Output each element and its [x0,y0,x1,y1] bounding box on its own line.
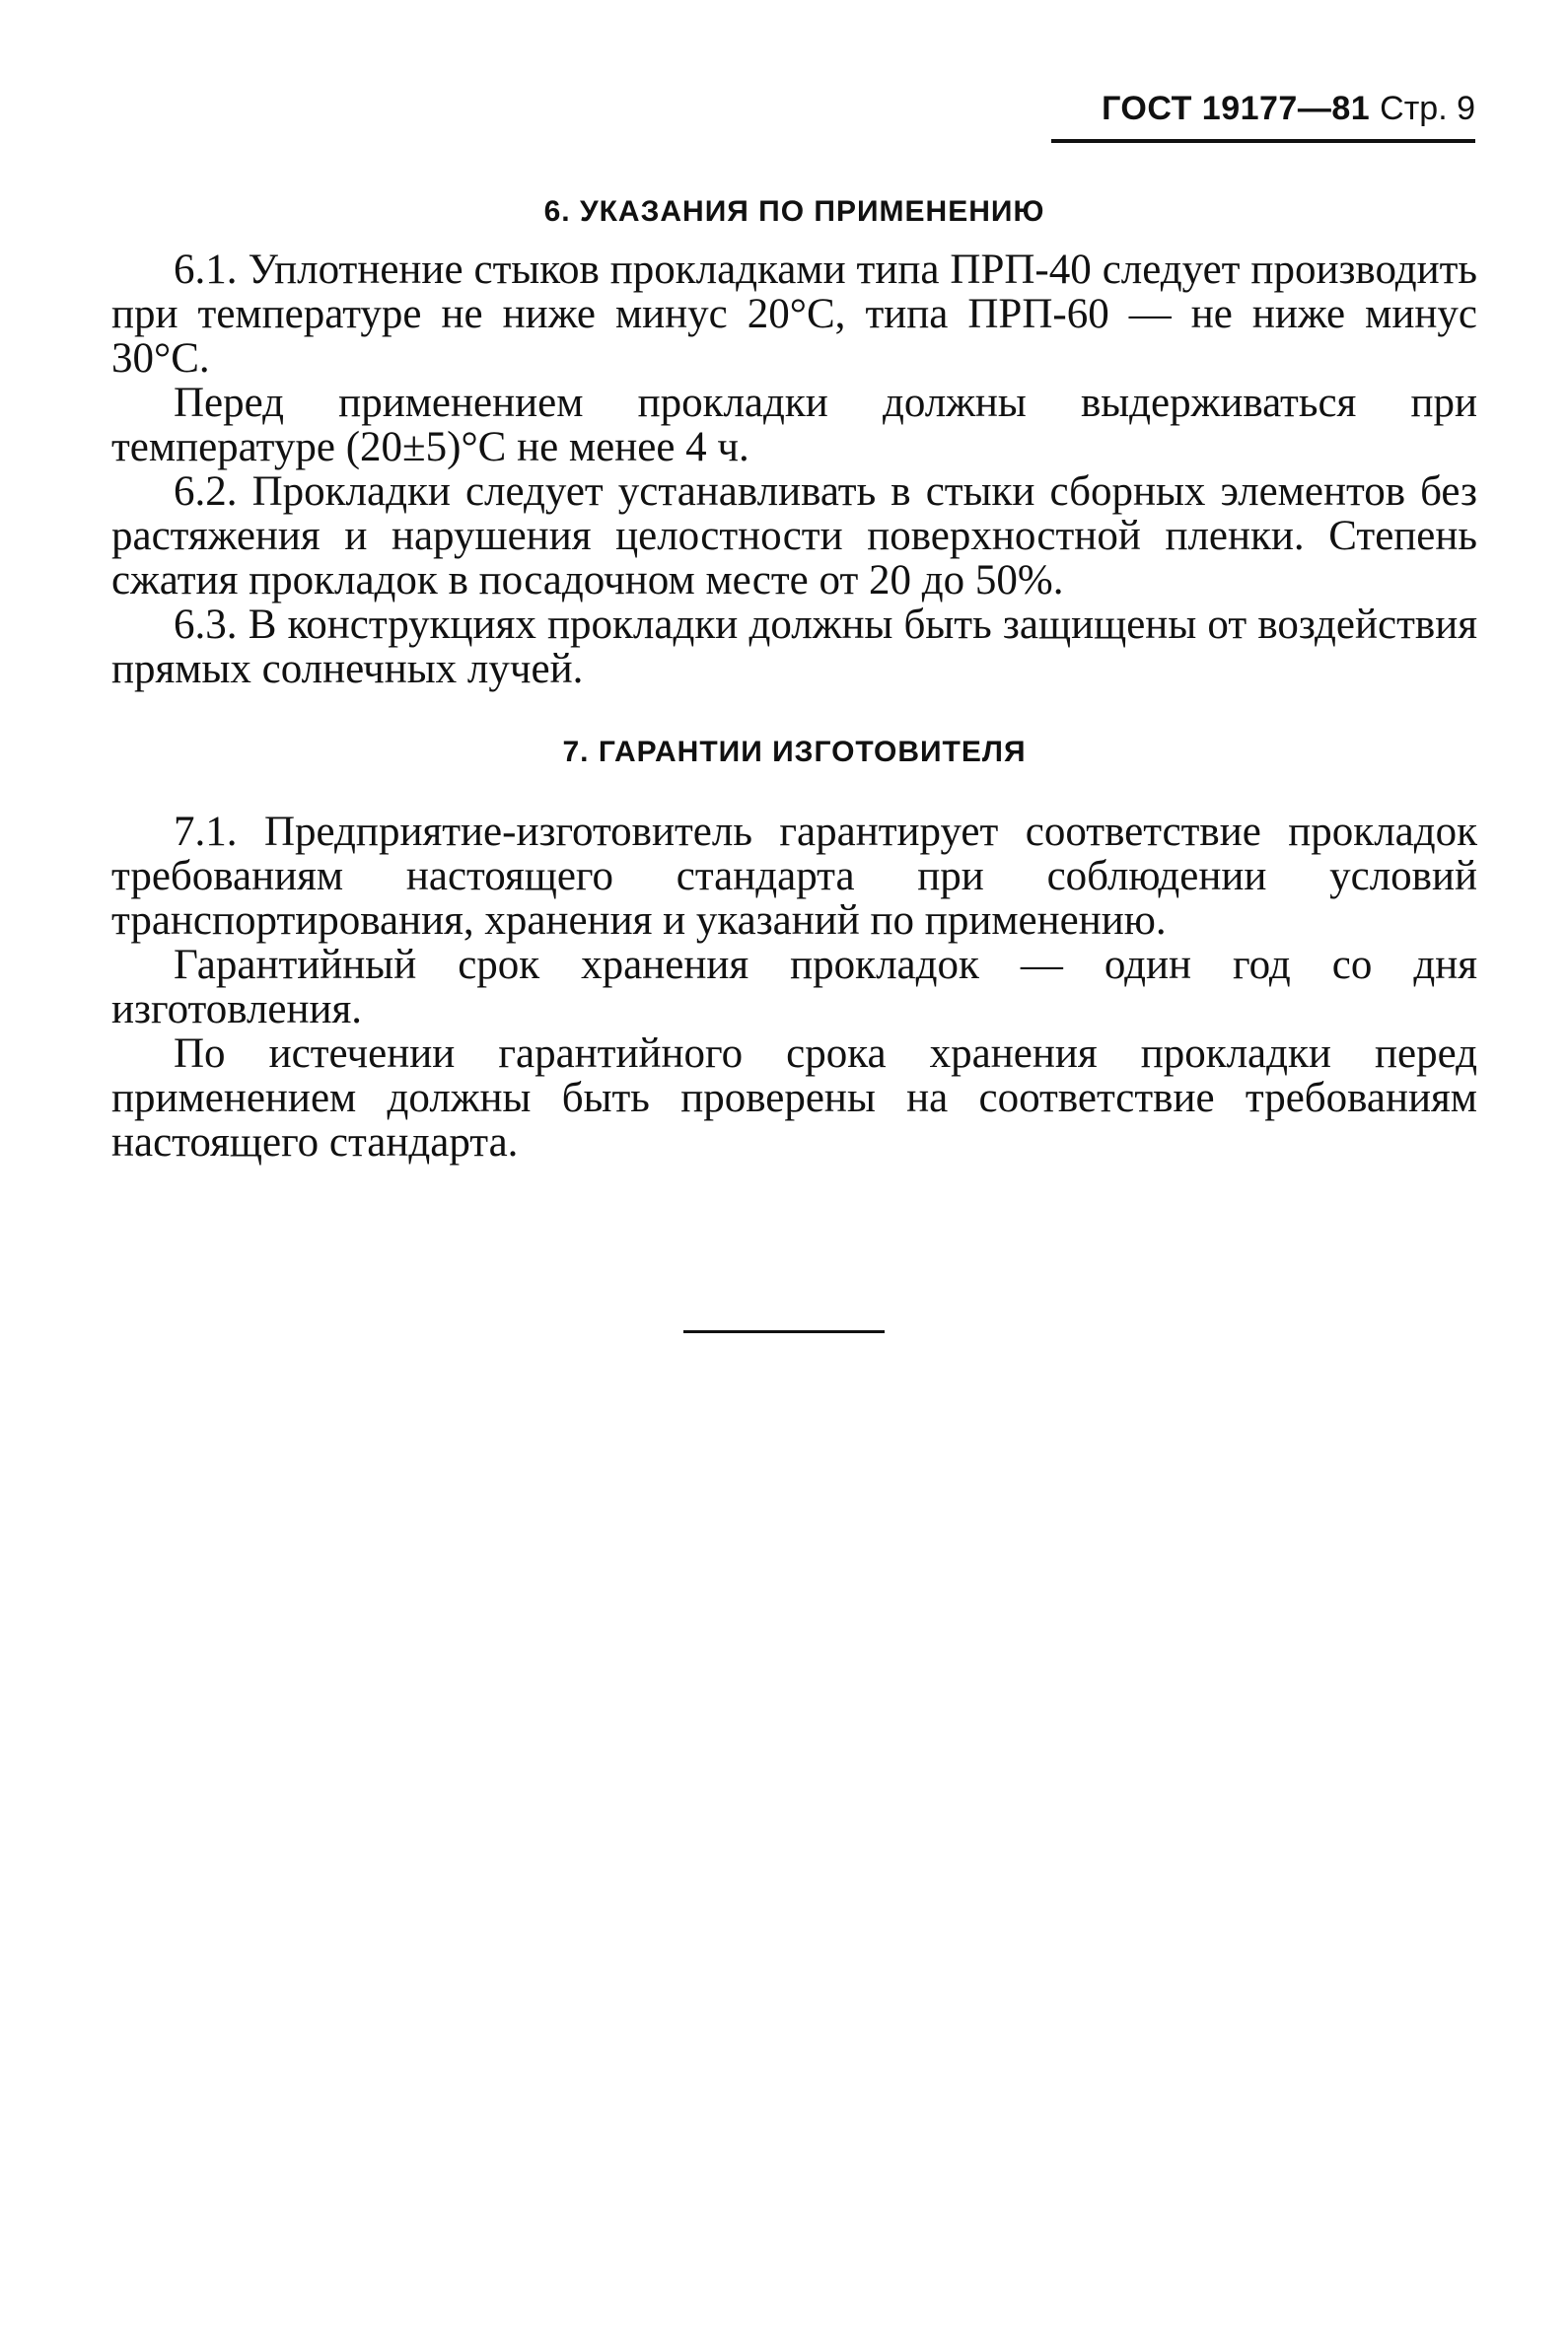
section-7-title: 7. ГАРАНТИИ ИЗГОТОВИТЕЛЯ [562,736,1027,768]
end-rule [683,1330,885,1333]
paragraph-6-1: 6.1. Уплотнение стыков прокладками типа ПРП-40 следует производить при температуре не ниже минус 20°С, типа ПРП-60 — не ниже минус 30°С. [111,247,1477,382]
header-rule [1051,139,1475,143]
standard-number: ГОСТ 19177—81 [1102,90,1371,127]
paragraph-7-1-warranty: Гарантийный срок хранения прокладок — один год со дня изготовления. [111,942,1477,1032]
paragraph-6-3: 6.3. В конструкциях прокладки должны быть защищены от воздействия прямых солнечных лучей. [111,602,1477,692]
section-6-title: 6. УКАЗАНИЯ ПО ПРИМЕНЕНИЮ [543,195,1045,228]
paragraph-7-1: 7.1. Предприятие-изготовитель гарантирует соответствие прокладок требованиям настоящего стандарта при соблюдении условий транспортирования, хранения и указаний по применению. [111,809,1477,944]
document-body [111,182,1477,1165]
page-header [1061,87,1475,130]
paragraph-7-1-expiry: По истечении гарантийного срока хранения прокладки перед применением должны быть проверены на соответствие требованиям настоящего стандарта. [111,1030,1477,1166]
page-number: Стр. 9 [1380,90,1475,127]
paragraph-6-2: 6.2. Прокладки следует устанавливать в стыки сборных элементов без растяжения и нарушения целостности поверхностной пленки. Степень сжатия прокладок в посадочном месте от 20 до 50%. [111,468,1477,603]
paragraph-6-1-conditioning: Перед применением прокладки должны выдерживаться при температуре (20±5)°С не менее 4 ч. [111,380,1477,470]
